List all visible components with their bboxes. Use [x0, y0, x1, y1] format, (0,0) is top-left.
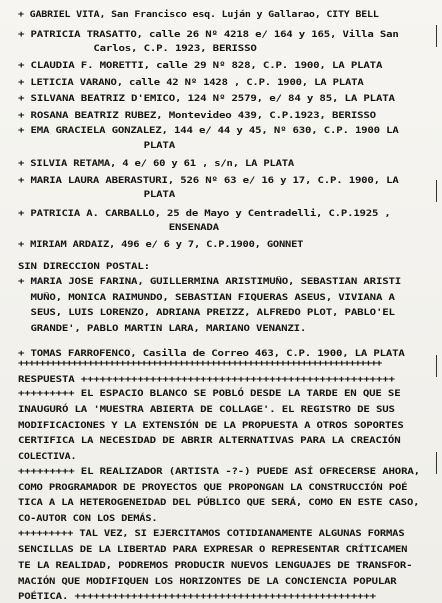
text-line: CO-AUTOR CON LOS DEMÁS.	[18, 514, 158, 524]
text-line: + ROSANA BEATRIZ RUBEZ, Montevideo 439, C.P.1923, BERISSO	[18, 111, 376, 121]
text-line: POÉTICA. ++++++++++++++++++++++++++++++++++++++++++++++++	[18, 592, 376, 602]
text-line: + MARIA LAURA ABERASTURI, 526 Nº 63 e/ 16 y 17, C.P. 1900, LA	[18, 176, 399, 186]
text-line: + EMA GRACIELA GONZALEZ, 144 e/ 44 y 45, Nº 630, C.P. 1900 LA	[18, 126, 399, 136]
text-line: CERTIFICA LA NECESIDAD DE ABRIR ALTERNATIVAS PARA LA CREACIÓN	[18, 436, 401, 446]
text-line: GRANDE', PABLO MARTIN LARA, MARIANO VENANZI.	[18, 324, 307, 334]
text-line: + PATRICIA TRASATTO, calle 26 Nº 4218 e/ 164 y 165, Villa San	[18, 30, 399, 40]
text-line: SEUS, LUIS LORENZO, ADRIANA PREIZZ, ALFREDO PLOT, PABLO'EL	[18, 308, 395, 318]
text-line: + CLAUDIA F. MORETTI, calle 29 Nº 828, C.P. 1900, LA PLATA	[18, 61, 383, 71]
text-line: ENSENADA	[18, 223, 219, 233]
text-line: + MARIA JOSE FARINA, GUILLERMINA ARISTIMUÑO, SEBASTIAN ARISTI	[18, 277, 402, 287]
text-line: PLATA	[18, 141, 176, 151]
text-line: PLATA	[18, 190, 176, 200]
text-line: + GABRIEL VITA, San Francisco esq. Luján y Gallarao, CITY BELL	[18, 10, 379, 20]
text-line: ++++++++++++++++++++++++++++++++++++++++++++++++++++++++++++++++++++	[18, 359, 382, 369]
text-line: MACIÓN QUE MODIFIQUEN LOS HORIZONTES DE LA CONCIENCIA POPULAR	[18, 577, 397, 587]
text-line: TICA A LA HETEROGENEIDAD DEL PÚBLICO QUE SERÁ, COMO EN ESTE CASO,	[18, 498, 420, 508]
text-line: + TOMAS FARROFENCO, Casilla de Correo 463, C.P. 1900, LA PLATA	[18, 349, 405, 359]
text-line: + PATRICIA A. CARBALLO, 25 de Mayo y Centradelli, C.P.1925 ,	[18, 209, 391, 219]
text-line: TE LA REALIDAD, PODREMOS PRODUCIR NUEVOS LENGUAJES DE TRANSFOR-	[18, 561, 413, 571]
text-line: COMO PROGRAMADOR DE PROYECTOS QUE PROPONGAN LA CONSTRUCCIÓN POÉ	[18, 483, 408, 493]
text-line: COLECTIVA.	[18, 452, 77, 462]
text-line: INAUGURÓ LA 'MUESTRA ABIERTA DE COLLAGE'. EL REGISTRO DE SUS	[18, 405, 395, 415]
text-line: SIN DIRECCION POSTAL:	[18, 262, 150, 272]
text-line: RESPUESTA ++++++++++++++++++++++++++++++++++++++++++++++++++	[18, 375, 395, 385]
text-line: + SILVANA BEATRIZ D'EMICO, 124 Nº 2579, e/ 84 y 85, LA PLATA	[18, 94, 395, 104]
text-line: +++++++++ EL ESPACIO BLANCO SE POBLÓ DESDE LA TARDE EN QUE SE	[18, 389, 401, 399]
text-line: MODIFICACIONES Y LA EXTENSIÓN DE LA PROPUESTA A OTROS SOPORTES	[18, 421, 404, 431]
text-line: + LETICIA VARANO, calle 42 Nº 1428 , C.P. 1900, LA PLATA	[18, 78, 364, 88]
margin-mark	[436, 25, 437, 47]
text-line: Carlos, C.P. 1923, BERISSO	[18, 44, 257, 54]
text-line: +++++++++ TAL VEZ, SI EJERCITAMOS COTIDIANAMENTE ALGUNAS FORMAS	[18, 529, 405, 539]
text-line: +++++++++ EL REALIZADOR (ARTISTA -?-) PUEDE ASÍ OFRECERSE AHORA,	[18, 467, 420, 477]
text-line: + SILVIA RETAMA, 4 e/ 60 y 61 , s/n, LA PLATA	[18, 159, 295, 169]
text-line: SENCILLAS DE LA LIBERTAD PARA EXPRESAR O REPRESENTAR CRÍTICAMEN	[18, 545, 408, 555]
text-line: MUÑO, MONICA RAIMUNDO, SEBASTIAN FIQUERAS ASEUS, VIVIANA A	[18, 293, 395, 303]
margin-mark	[436, 355, 437, 377]
text-line: + MIRIAM ARDAIZ, 496 e/ 6 y 7, C.P.1900, GONNET	[18, 240, 304, 250]
margin-mark	[436, 452, 437, 474]
margin-mark	[436, 180, 437, 202]
